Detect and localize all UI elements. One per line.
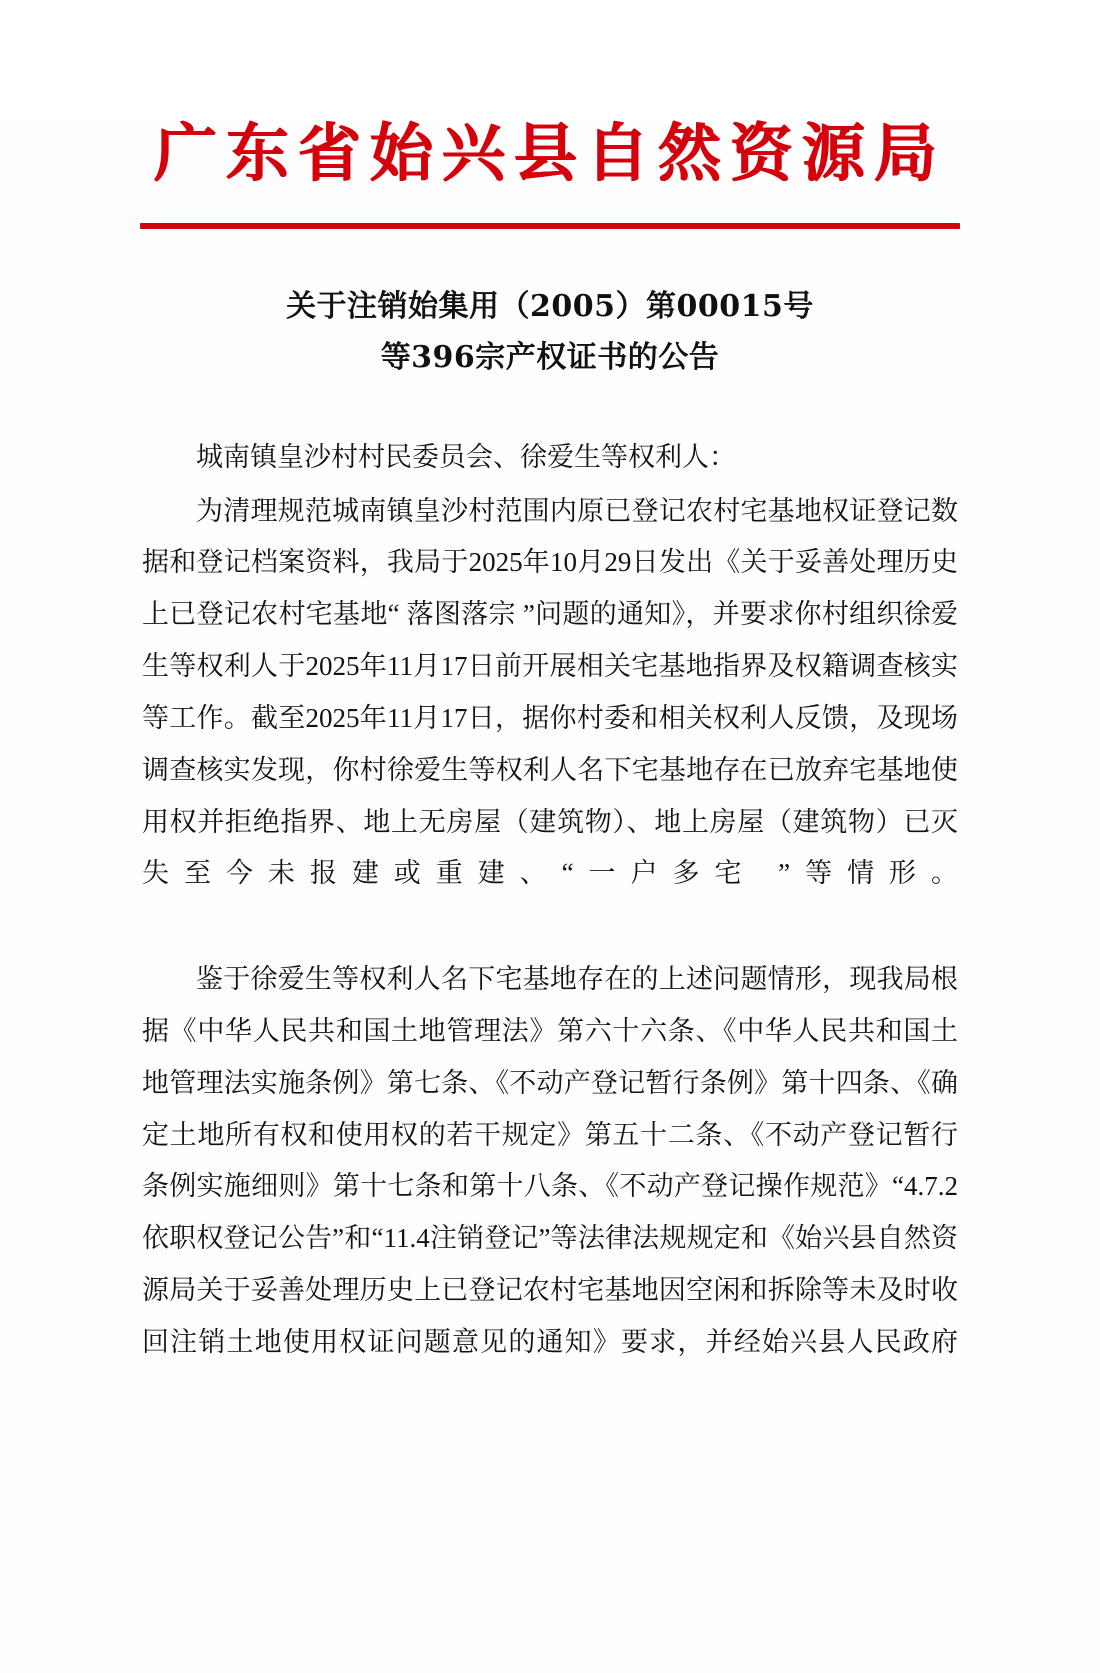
body-paragraph-2: 鉴于徐爱生等权利人名下宅基地存在的上述问题情形，现我局根据《中华人民共和国土地管理法》第六十六条、《中华人民共和国土地管理法实施条例》第七条、《不动产登记暂行条例》第十四条、《确定土地所有权和使用权的若干规定》第五十二条、《不动产登记暂行条例实施细则》第十七条和第十八条、《不动产登记操作规范》“4.7.2依职权登记公告”和“11.4注销登记”等法律法规规定和《始兴县自然资源局关于妥善处理历史上已登记农村宅基地因空闲和拆除等未及时收回注销土地使用权证问题意见的通知》要求，并经始兴县人民政府 <box>142 964 958 1357</box>
letterhead-red-rule <box>140 223 960 229</box>
document-title <box>150 281 950 384</box>
letterhead <box>140 118 960 229</box>
document-title-line-1: 关于注销始集用（2005）第00015号 <box>286 288 814 324</box>
document-body <box>142 432 958 1421</box>
salutation: 城南镇皇沙村村民委员会、徐爱生等权利人： <box>196 441 736 472</box>
issuing-organization-title: 广东省始兴县自然资源局 <box>154 116 946 190</box>
document-title-line-2: 等396宗产权证书的公告 <box>380 340 720 376</box>
document-page <box>0 118 1100 1673</box>
body-paragraph-1: 为清理规范城南镇皇沙村范围内原已登记农村宅基地权证登记数据和登记档案资料，我局于2025年10月29日发出《关于妥善处理历史上已登记农村宅基地“ 落图落宗 ”问题的通知》，并要求你村组织徐爱生等权利人于2025年11月17日前开展相关宅基地指界及权籍调查核实等工作。截至2025年11月17日，据你村委和相关权利人反馈，及现场调查核实发现，你村徐爱生等权利人名下宅基地存在已放弃宅基地使用权并拒绝指界、地上无房屋（建筑物）、地上房屋（建筑物）已灭失至今未报建或重建、“一户多宅 ”等情形。 <box>142 495 958 889</box>
